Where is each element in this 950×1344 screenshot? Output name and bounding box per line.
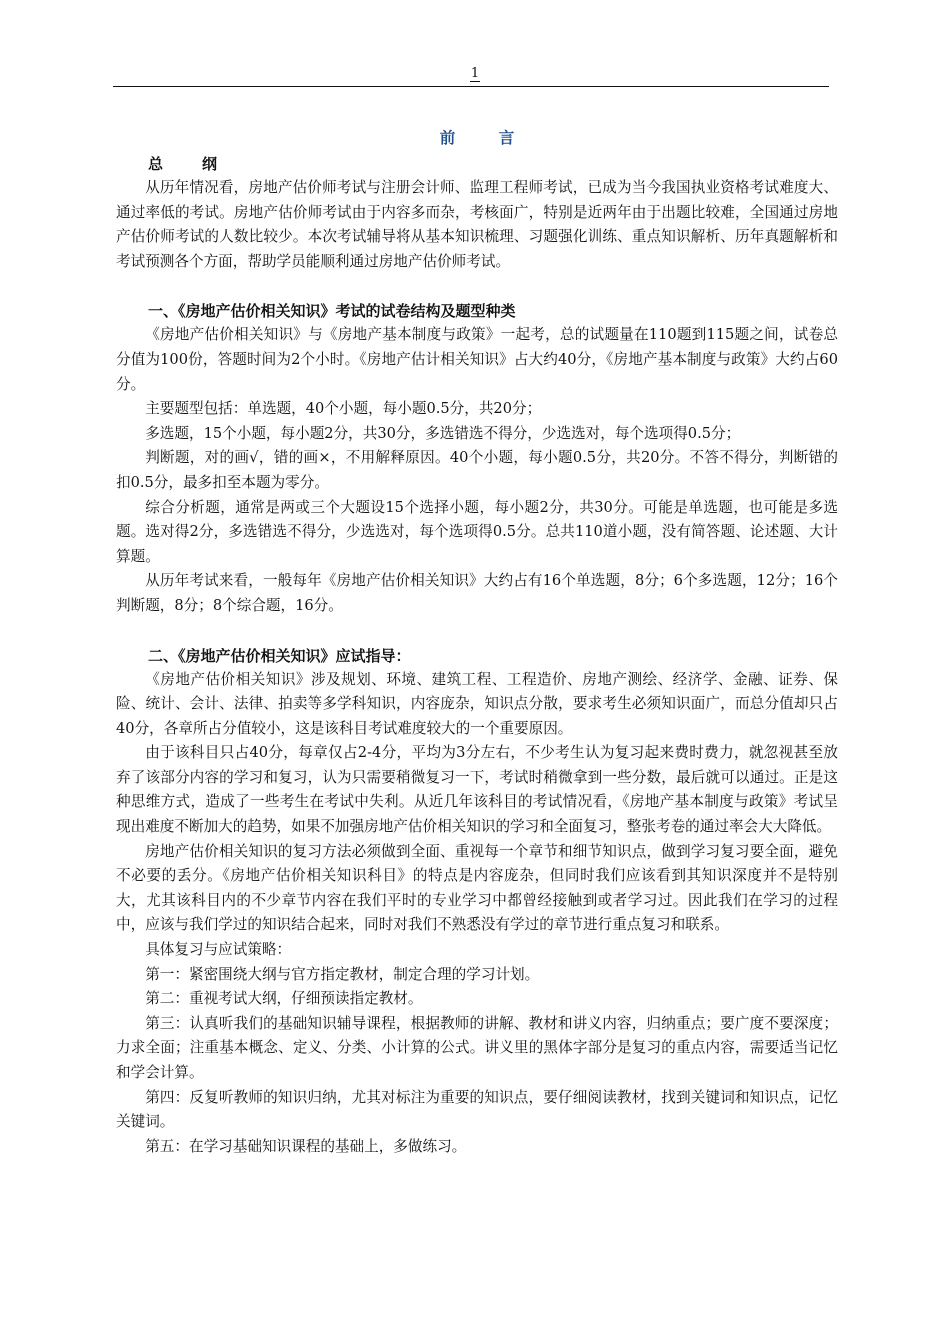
section1-paragraph: 多选题，15个小题，每小题2分，共30分，多选错选不得分，少选选对，每个选项得0.5分； xyxy=(145,424,741,442)
section2-heading: 二、《房地产估价相关知识》应试指导： xyxy=(148,646,411,665)
section1-paragraph: 《房地产估价相关知识》与《房地产基本制度与政策》一起考，总的试题量在110题到115题之间，试卷总分值为100份，答题时间为2个小时。《房地产估计相关知识》占大约40分，《房地产基本制度与政策》大约占60分。 xyxy=(116,326,838,393)
section2-paragraph: 第二：重视考试大纲，仔细预读指定教材。 xyxy=(145,990,423,1008)
section1-paragraph: 从历年考试来看，一般每年《房地产估价相关知识》大约占有16个单选题，8分；6个多选题，12分；16个判断题，8分；8个综合题，16分。 xyxy=(116,572,838,614)
header-rule xyxy=(113,86,829,87)
section1-paragraph: 主要题型包括：单选题，40个小题，每小题0.5分，共20分； xyxy=(145,400,542,418)
document-body xyxy=(116,126,838,1159)
section2-paragraph: 第一：紧密围绕大纲与官方指定教材，制定合理的学习计划。 xyxy=(145,965,540,983)
section1-heading: 一、《房地产估价相关知识》考试的试卷结构及题型种类 xyxy=(148,302,516,321)
section1-paragraph: 判断题，对的画√，错的画×，不用解释原因。40个小题，每小题0.5分，共20分。不答不得分，判断错的扣0.5分，最多扣至本题为零分。 xyxy=(116,449,838,491)
section1-paragraph: 综合分析题，通常是两或三个大题设15个选择小题，每小题2分，共30分。可能是单选题，也可能是多选题。选对得2分，多选错选不得分，少选选对，每个选项得0.5分。总共110道小题，没有简答题、论述题、大计算题。 xyxy=(116,498,838,565)
page-number: 1 xyxy=(470,66,480,81)
section2-paragraph: 房地产估价相关知识的复习方法必须做到全面、重视每一个章节和细节知识点，做到学习复习要全面，避免不必要的丢分。《房地产估价相关知识科目》的特点是内容庞杂，但同时我们应该看到其知识深度并不是特别大，尤其该科目内的不少章节内容在我们平时的专业学习中都曾经接触到或者学习过。因此我们在学习的过程中，应该与我们学过的知识结合起来，同时对我们不熟悉没有学过的章节进行重点复习和联系。 xyxy=(116,842,838,934)
section2-paragraph: 第四：反复听教师的知识归纳，尤其对标注为重要的知识点，要仔细阅读教材，找到关键词和知识点，记忆关键词。 xyxy=(116,1088,838,1131)
section2-paragraph: 具体复习与应试策略： xyxy=(145,941,292,959)
section2-paragraph: 第三：认真听我们的基础知识辅导课程，根据教师的讲解、教材和讲义内容，归纳重点；要广度不要深度；力求全面；注重基本概念、定义、分类、小计算的公式。讲义里的黑体字部分是复习的重点内容，需要适当记忆和学会计算。 xyxy=(116,1014,838,1081)
intro-paragraph: 从历年情况看，房地产估价师考试与注册会计师、监理工程师考试，已成为当今我国执业资格考试难度大、通过率低的考试。房地产估价师考试由于内容多而杂，考核面广，特别是近两年由于出题比较难，全国通过房地产估价师考试的人数比较少。本次考试辅导将从基本知识梳理、习题强化训练、重点知识解析、历年真题解析和考试预测各个方面，帮助学员能顺利通过房地产估价师考试。 xyxy=(116,179,838,270)
section-subtitle: 总 纲 xyxy=(148,155,230,173)
document-title: 前 言 xyxy=(439,128,529,147)
section2-paragraph: 第五：在学习基础知识课程的基础上，多做练习。 xyxy=(145,1137,467,1155)
section2-paragraph: 《房地产估价相关知识》涉及规划、环境、建筑工程、工程造价、房地产测绘、经济学、金融、证券、保险、统计、会计、法律、拍卖等多学科知识，内容庞杂，知识点分散，要求考生必须知识面广，而总分值却只占40分，各章所占分值较小，这是该科目考试难度较大的一个重要原因。 xyxy=(116,670,838,737)
section2-paragraph: 由于该科目只占40分，每章仅占2-4分，平均为3分左右，不少考生认为复习起来费时费力，就忽视甚至放弃了该部分内容的学习和复习，认为只需要稍微复习一下，考试时稍微拿到一些分数，最后就可以通过。正是这种思维方式，造成了一些考生在考试中失利。从近几年该科目的考试情况看，《房地产基本制度与政策》考试呈现出难度不断加大的趋势，如果不加强房地产估价相关知识的学习和全面复习，整张考卷的通过率会大大降低。 xyxy=(116,744,838,836)
